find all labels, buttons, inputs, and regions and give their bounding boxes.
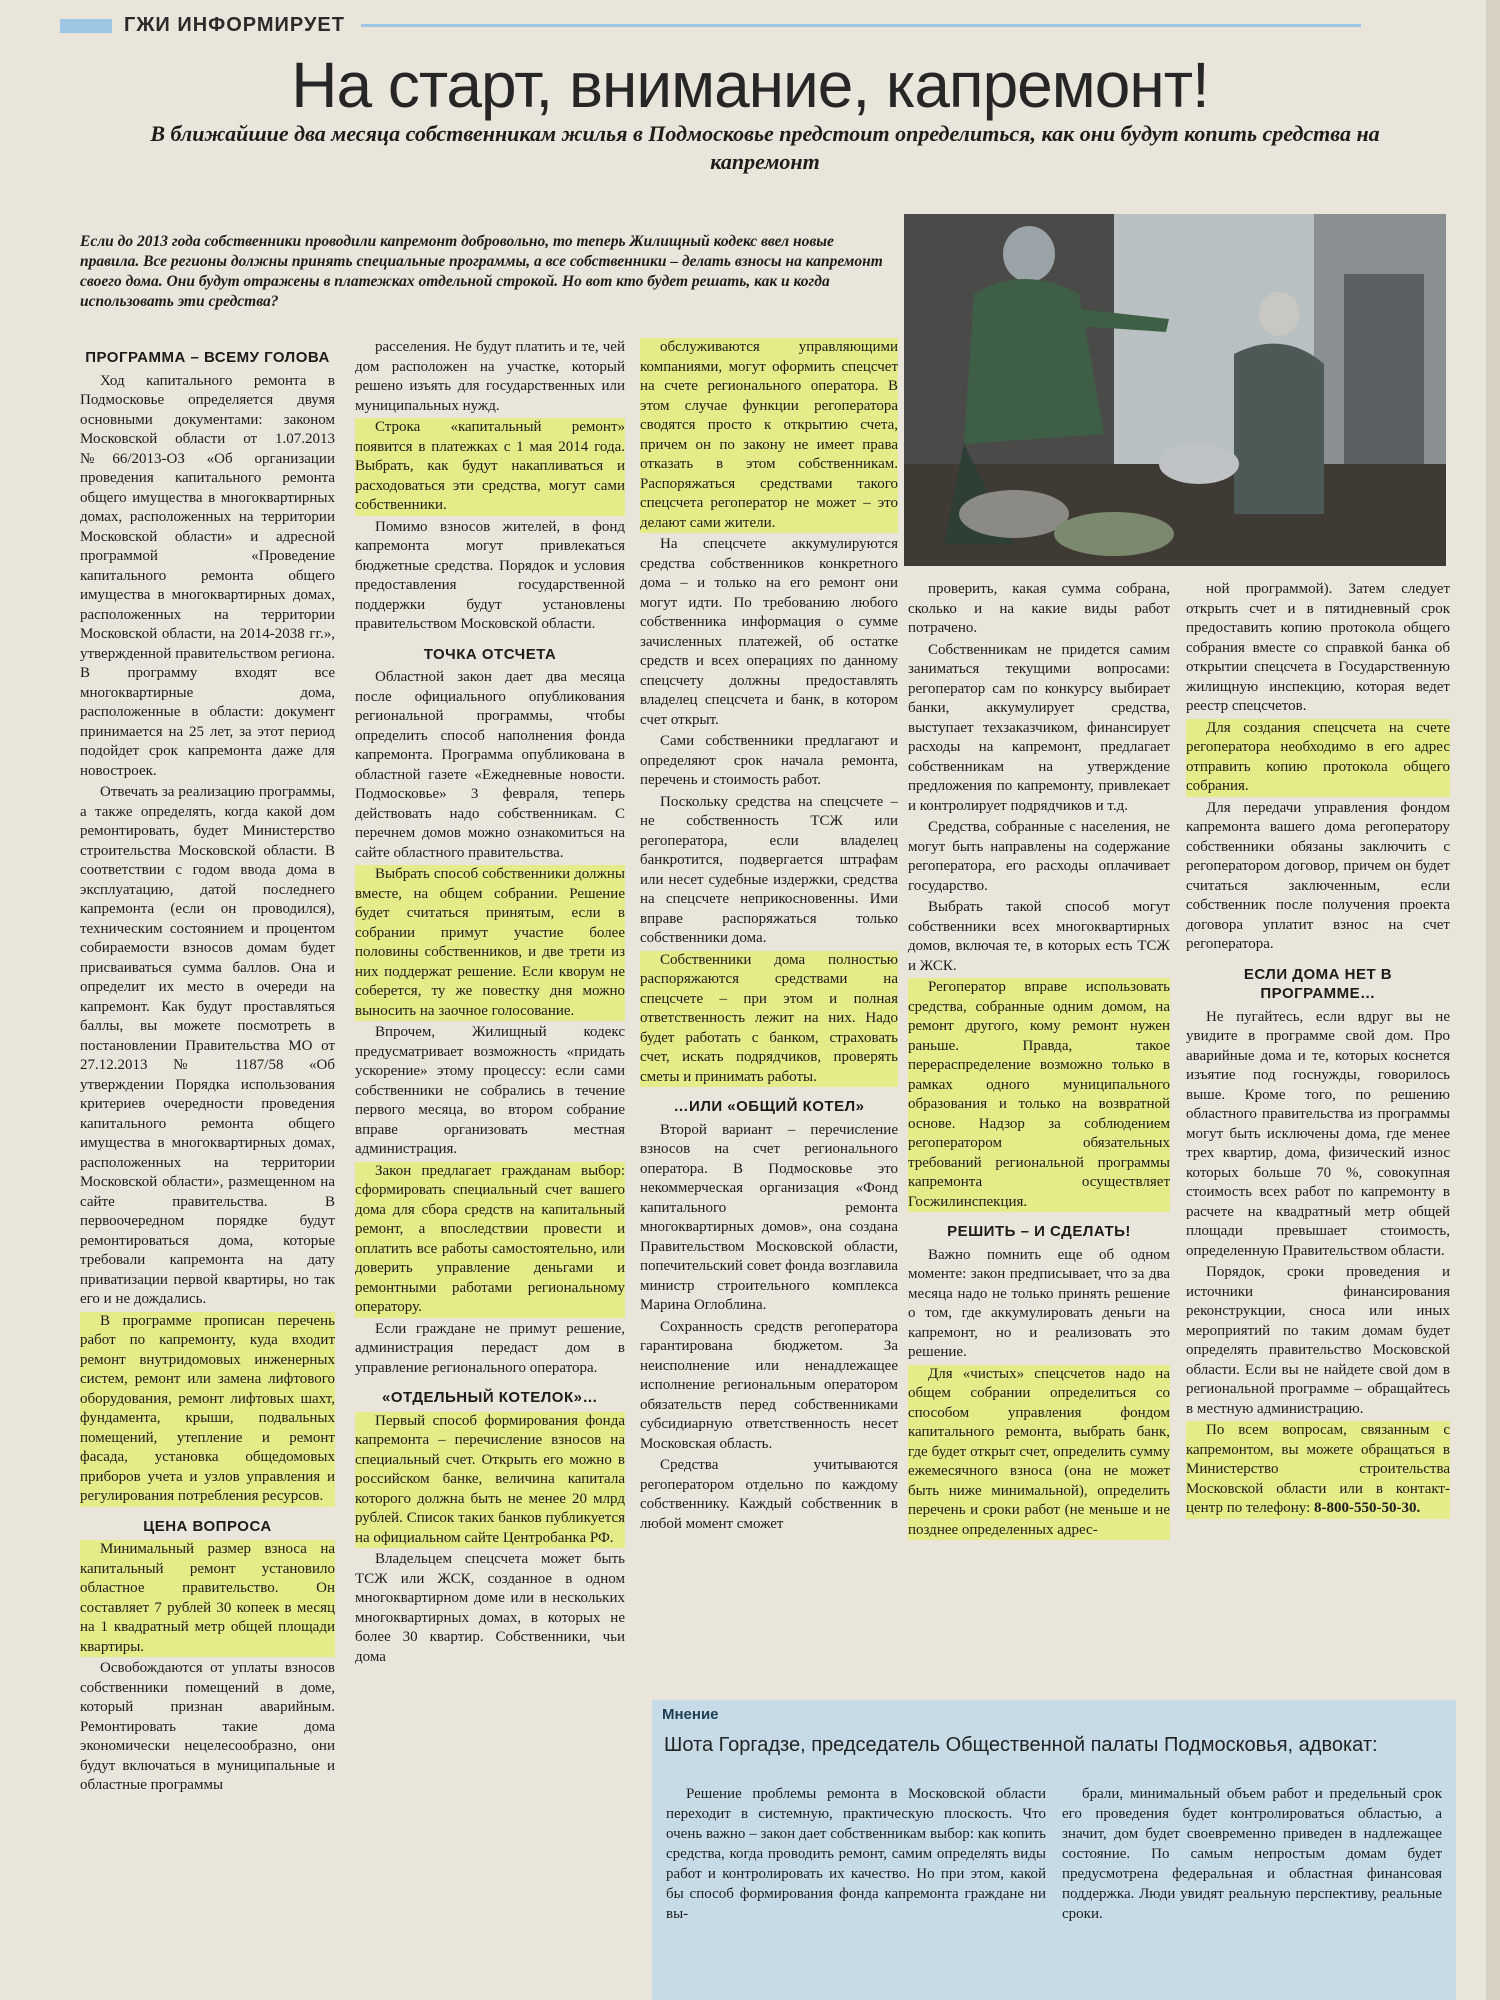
paragraph: Строка «капитальный ремонт» появится в платежках с 1 мая 2014 года. Выбрать, как будут накапливаться и расходоваться эти средства, могут сами собственники.: [355, 418, 625, 516]
paragraph: расселения. Не будут платить и те, чей дом расположен на участке, который решено изъять для государственных или муниципальных нужд.: [355, 339, 625, 414]
paragraph: Минимальный размер взноса на капитальный ремонт установило областное правительство. Он составляет 7 рублей 30 копеек в месяц на 1 квадратный метр общей площади квартиры.: [80, 1540, 335, 1657]
paragraph: Выбрать способ собственники должны вместе, на общем собрании. Решение будет считаться принятым, если в собрании примут участие более половины собственников, и две трети из них поддержат решение. Если кворум не соберется, ту же повестку дня можно выносить на заочное голосование.: [355, 865, 625, 1021]
paragraph: Владельцем спецсчета может быть ТСЖ или ЖСК, созданное в одном многоквартирном доме или в нескольких многоквартирных домах, в которых не более 30 квартир. Собственники, чьи дома: [355, 1551, 625, 1665]
headline: На старт, внимание, капремонт!: [291, 49, 1209, 121]
paragraph: Отвечать за реализацию программы, а также определять, когда какой дом ремонтировать, будет Министерство строительства Московской области. В соответствии с годом ввода дома в эксплуатацию, датой последнего капремонта (если он проводился), техническим состоянием и процентом собираемости взносов домам будет присваиваться сумма баллов. Она и определит их место в очереди на капремонт. Как будут проставляться баллы, вы можете посмотреть в постановлении Правительства МО от 27.12.2013 № 1187/58 «Об утверждении Порядка использования критериев очередности проведения капитального ремонта общего имущества в многоквартирных домах, расположенных на территории Московской области», размещенном на сайте правительства. В первоочередном порядке будут ремонтироваться дома, которые требовали капремонта на дату приватизации первой квартиры, но так его и не дождались.: [80, 784, 335, 1307]
paragraph: обслуживаются управляющими компаниями, могут оформить спецсчет на счете регионального оператора. В этом случае функции регоператора сводятся просто к открытию счета, причем он по закону не имеет права отказать в этом собственникам. Распоряжаться средствами такого спецсчета регоператор не может – это делают сами жители.: [640, 338, 898, 533]
paragraph: Поскольку средства на спецсчете – не собственность ТСЖ или регоператора, если владелец банкротится, подвергается штрафам или несет судебные издержки, средства на спецсчете неприкосновенны. Ими вправе распоряжаться только собственники дома.: [640, 793, 898, 946]
paragraph: Закон предлагает гражданам выбор: сформировать специальный счет вашего дома для сбора средств на капитальный ремонт, а впоследствии провести и оплатить все работы самостоятельно, или доверить управление деньгами и ремонтными работами региональному оператору.: [355, 1162, 625, 1318]
paragraph: Освобождаются от уплаты взносов собственники помещений в доме, который признан аварийным. Ремонтировать такие дома экономически нецелесообразно, они будут включаться в муниципальные и областные программы: [80, 1660, 335, 1793]
paragraph: Если граждане не примут решение, администрация передаст дом в управление регионального оператора.: [355, 1320, 625, 1376]
paragraph: Средства учитываются регоператором отдельно по каждому собственнику. Каждый собственник в любой момент сможет: [640, 1457, 898, 1532]
paragraph: Первый способ формирования фонда капремонта – перечисление взносов на специальный счет. Открыть его можно в российском банке, величина капитала которого должна быть не менее 20 млрд рублей. Список таких банков публикуется на официальном сайте Центробанка РФ.: [355, 1412, 625, 1549]
rubric-title: ГЖИ ИНФОРМИРУЕТ: [124, 14, 345, 36]
paragraph: ной программой). Затем следует открыть счет и в пятидневный срок предоставить копию протокола общего собрания вместе со справкой банка об открытии спецсчета в Государственную жилищную инспекцию, которая ведет реестр спецсчетов.: [1186, 581, 1450, 714]
section-heading: …ИЛИ «ОБЩИЙ КОТЕЛ»: [673, 1098, 865, 1115]
subheadline: В ближайшие два месяца собственникам жилья в Подмосковье предстоит определиться, как они будут копить средства на капремонт: [150, 121, 1380, 174]
paragraph: Порядок, сроки проведения и источники финансирования реконструкции, сноса или иных мероприятий по таким домам будет определять правительство Московской области. Если вы не найдете свой дом в региональной программе – обращайтесь в местную администрацию.: [1186, 1264, 1450, 1417]
paragraph: Областной закон дает два месяца после официального опубликования региональной программы, чтобы определить способ наполнения фонда капремонта. Программа опубликована в областной газете «Ежедневные новости. Подмосковье» 3 февраля, теперь действовать надо собственникам. С перечнем домов можно ознакомиться на сайте областного правительства.: [355, 669, 625, 861]
paragraph: Собственникам не придется самим заниматься текущими вопросами: регоператор сам по конкурсу выбирает банки, аккумулирует средства, выступает техзаказчиком, финансирует расходы на капремонт, предлагает собственникам на утверждение предложения по капремонту, привлекает и контролирует подрядчиков и т.д.: [908, 641, 1170, 814]
section-heading: РЕШИТЬ – И СДЕЛАТЬ!: [947, 1223, 1131, 1240]
paragraph: Для создания спецсчета на счете регоператора необходимо в его адрес отправить копию протокола общего собрания.: [1186, 719, 1450, 797]
paragraph: Для передачи управления фондом капремонта вашего дома регоператору собственники обязаны заключить с регоператором договор, причем он будет считаться заключенным, если собственник после получения проекта договора уплатит взнос на счет регоператора.: [1186, 799, 1450, 952]
page-edge: [1486, 0, 1500, 2000]
opinion-column-1: [666, 1784, 1046, 1924]
paragraph: Выбрать такой способ могут собственники всех многоквартирных домов, включая те, в которых есть ТСЖ и ЖСК.: [908, 899, 1170, 974]
paragraph: Ход капитального ремонта в Подмосковье определяется двумя основными документами: законом Московской области от 1.07.2013 №66/2013-ОЗ «Об организации проведения капитального ремонта общего имущества в многоквартирных домах, расположенных на территории Московской области» и адресной программой «Проведение капитального ремонта общего имущества в многоквартирных домах, расположенных на территории Московской области, на 2014-2038 гг.», утвержденной правительством региона. В программу входят все многоквартирные дома, расположенные в области: документ принимается на 25 лет, за этот период подойдет срок капремонта даже для новостроек.: [80, 372, 335, 779]
paragraph: проверить, какая сумма собрана, сколько и на какие виды работ потрачено.: [908, 581, 1170, 636]
paragraph: Не пугайтесь, если вдруг вы не увидите в программе свой дом. Про аварийные дома и те, которых коснется изъятие под госнужды, говорилось выше. Кроме того, по решению областного правительства из программы могут быть исключены дома, где менее трех квартир, дома, физический износ которых больше 70 %, совокупная стоимость всех работ по капремонту в расчете на квадратный метр общей площади превышает стоимость, определенную Правительством области.: [1186, 1008, 1450, 1259]
rubric-bar: [60, 19, 112, 33]
paragraph: Собственники дома полностью распоряжаются средствами на спецсчете – при этом и полная ответственность лежит на них. Надо будет работать с банком, страховать счет, искать подрядчиков, проверять сметы и принимать работы.: [640, 951, 898, 1088]
paragraph: На спецсчете аккумулируются средства собственников конкретного дома – и только на его ремонт они могут идти. По требованию любого собственника информация о сумме зачисленных платежей, об остатке средств и всех операциях по данному спецсчету должны предоставлять владелец спецсчета и банк, в котором счет открыт.: [640, 536, 898, 728]
lead-paragraph: Если до 2013 года собственники проводили капремонт добровольно, то теперь Жилищный кодекс ввел новые правила. Все регионы должны принять специальные программы, а все собственники – делать взносы на капремонт своего дома. Они будут отражены в платежках отдельной строкой. Но вот кто будет решать, как и когда использовать эти средства?: [80, 233, 883, 310]
paragraph: Важно помнить еще об одном моменте: закон предписывает, что за два месяца надо не только принять решение о том, где аккумулировать деньги на капремонт, но и реализовать это решение.: [908, 1246, 1170, 1360]
paragraph: Для «чистых» спецсчетов надо на общем собрании определиться со способом управления фондом капитального ремонта, выбрать банк, где будет открыт счет, определить сумму ежемесячного взноса (она не может быть ниже минимальной), определить перечень и сроки работ (не меньше и не позднее определенных адрес-: [908, 1365, 1170, 1541]
opinion-author: Шота Горгадзе, председатель Общественной палаты Подмосковья, адвокат:: [664, 1734, 1378, 1756]
column-5: [1186, 580, 1450, 1692]
rubric-line: [361, 24, 1361, 27]
rubric: [60, 14, 1361, 37]
paragraph: [1186, 1421, 1450, 1519]
opinion-column-2: [1062, 1784, 1442, 1924]
phone-number: 8-800-550-50-30.: [1313, 1500, 1421, 1516]
column-2: [355, 338, 625, 1993]
section-heading: ЦЕНА ВОПРОСА: [143, 1517, 272, 1535]
paragraph: Помимо взносов жителей, в фонд капремонта могут привлекаться бюджетные средства. Порядок и условия предоставления государственной поддержки будут установлены правительством Московской области.: [355, 518, 625, 632]
paragraph: брали, минимальный объем работ и предельный срок его проведения будет контролироваться областью, а значит, дом будет своевременно приведен в надлежащее состояние. По самым непростым домам будет предусмотрена федеральная и областная финансовая поддержка. Люди увидят реальную перспективу, реальные сроки.: [1062, 1786, 1442, 1922]
column-4: [908, 580, 1170, 1692]
paragraph: Средства, собранные с населения, не могут быть направлены на содержание регоператора, его расходы оплачивает государство.: [908, 819, 1170, 894]
workers-plastering-image: [904, 214, 1446, 566]
section-heading: ПРОГРАММА – ВСЕМУ ГОЛОВА: [85, 349, 330, 366]
section-heading: ТОЧКА ОТСЧЕТА: [423, 645, 557, 663]
article-photo: [904, 214, 1446, 566]
paragraph: Второй вариант – перечисление взносов на счет регионального оператора. В Подмосковье это некоммерческая организация «Фонд капитального ремонта многоквартирных домов», она создана Правительством Московской области, попечительский совет фонда возглавила министр строительного комплекса Марина Оглоблина.: [640, 1121, 898, 1313]
section-heading: ЕСЛИ ДОМА НЕТ В ПРОГРАММЕ…: [1243, 965, 1393, 1002]
paragraph: Впрочем, Жилищный кодекс предусматривает возможность «придать ускорение» этому процессу: если сами собственники не собрались в течение первого месяца, во втором собрание вправе организовать местная администрация.: [355, 1024, 625, 1157]
paragraph: В программе прописан перечень работ по капремонту, куда входит ремонт внутридомовых инженерных систем, ремонт или замена лифтового оборудования, ремонт лифтовых шахт, фундамента, крыши, подвальных помещений, утепление и ремонт фасада, установка общедомовых приборов учета и узлов управления и регулирования потребления ресурсов.: [80, 1312, 335, 1507]
opinion-box: [652, 1700, 1456, 2000]
contact-text: По всем вопросам, связанным с капремонтом, вы можете обращаться в Министерство строительства Московской области или в контакт-центр по телефону:: [1186, 1422, 1450, 1516]
paragraph: Регоператор вправе использовать средства, собранные одним домом, на ремонт другого, кому ремонт нужен раньше. Правда, такое перераспределение возможно только в рамках одного муниципального образования и только на возвратной основе. Надзор за соблюдением регоператором обязательных требований региональной программы капремонта осуществляет Госжилинспекция.: [908, 978, 1170, 1212]
column-1: [80, 338, 335, 1993]
paragraph: Сами собственники предлагают и определяют срок начала ремонта, перечень и стоимость работ.: [640, 733, 898, 788]
section-heading: «ОТДЕЛЬНЫЙ КОТЕЛОК»…: [382, 1389, 598, 1406]
paragraph: Сохранность средств регоператора гарантирована бюджетом. За неисполнение или ненадлежащее исполнение региональным оператором обязательств перед собственниками субсидиарную ответственность несет Московская область.: [640, 1318, 898, 1452]
paragraph: Решение проблемы ремонта в Московской области переходит в системную, практическую плоскость. Что очень важно – закон дает собственникам выбор: как копить средства, когда проводить ремонт, самим определять виды работ и контролировать их качество. Но при этом, какой бы способ формирования фонда капремонта граждане ни вы-: [666, 1786, 1046, 1922]
opinion-label: Мнение: [662, 1706, 719, 1723]
